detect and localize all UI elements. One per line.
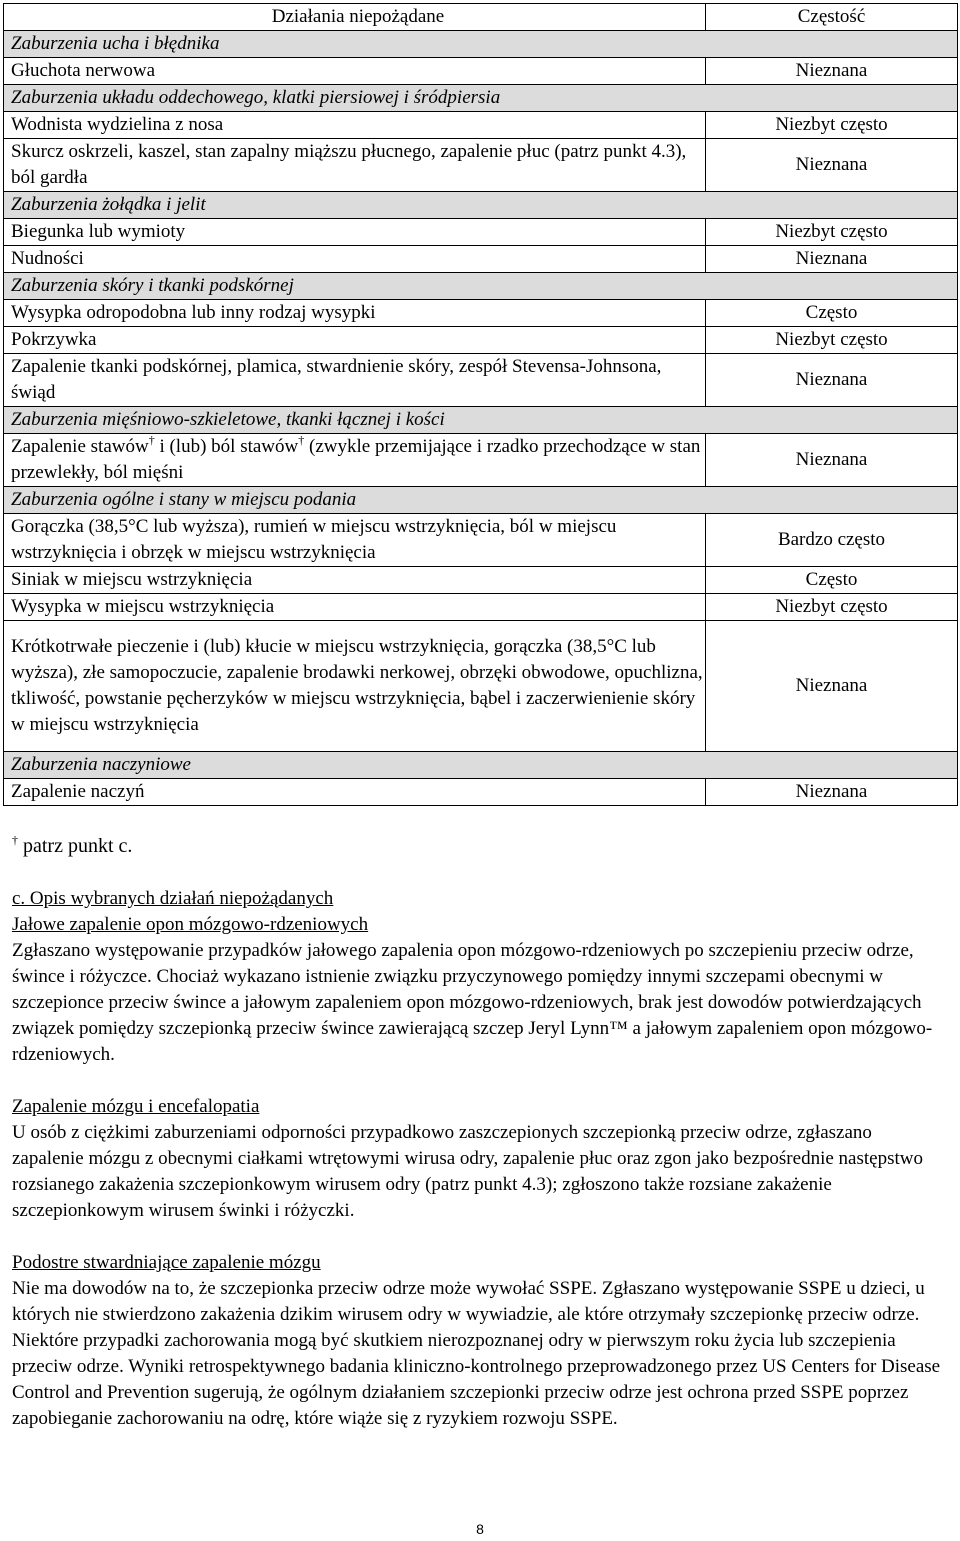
footnote [12,833,132,859]
category-row [4,407,958,434]
effect-cell: Gorączka (38,5°C lub wyższa), rumień w miejscu wstrzyknięcia, ból w miejscu wstrzyknięcia i obrzęk w miejscu wstrzyknięcia [4,514,706,567]
frequency-cell: Niezbyt często [706,594,958,621]
frequency-cell: Nieznana [706,779,958,806]
subsection-body: Zgłaszano występowanie przypadków jałowego zapalenia opon mózgowo-rdzeniowych po szczepieniu przeciw odrze, śwince i różyczce. Chociaż wykazano istnienie związku przyczynowego pomiędzy innymi szczepami obecnymi w szczepionce przeciw śwince a jałowym zapaleniem opon mózgowo-rdzeniowych, brak jest dowodów potwierdzających związek pomiędzy szczepionką przeciw śwince zawierającą szczep Jeryl Lynn™ a jałowym zapaleniem opon mózgowo-rdzeniowych. [12,940,933,1065]
dagger-mark: † [298,433,305,447]
effect-text-part: i (lub) ból stawów [154,436,299,457]
frequency-cell: Niezbyt często [706,112,958,139]
subsection-title: Jałowe zapalenie opon mózgowo-rdzeniowych [12,914,369,935]
category-label: Zaburzenia ogólne i stany w miejscu podania [4,487,958,514]
table-row [4,58,958,85]
effect-cell: Zapalenie tkanki podskórnej, plamica, stwardnienie skóry, zespół Stevensa-Johnsona, świąd [4,354,706,407]
table-row [4,139,958,192]
dagger-mark: † [148,433,155,447]
effect-cell: Wysypka odropodobna lub inny rodzaj wysypki [4,300,706,327]
category-row [4,192,958,219]
subsection-body: U osób z ciężkimi zaburzeniami odporności przypadkowo zaszczepionych szczepionką przeciw odrze, zgłaszano zapalenie mózgu z obecnymi ciałkami wtrętowymi wirusa odry, zapalenie płuc oraz zgon jako bezpośrednie następstwo rozsianego zakażenia szczepionkowym wirusem odry (patrz punkt 4.3); zgłoszono także rozsiane zakażenie szczepionkowym wirusem świnki i różyczki. [12,1122,923,1221]
category-label: Zaburzenia naczyniowe [4,752,958,779]
table-row [4,567,958,594]
category-label: Zaburzenia układu oddechowego, klatki piersiowej i śródpiersia [4,85,958,112]
table-row [4,327,958,354]
category-row [4,752,958,779]
frequency-cell: Nieznana [706,621,958,752]
subsection-title: Podostre stwardniające zapalenie mózgu [12,1252,321,1273]
section-heading: c. Opis wybranych działań niepożądanych [12,888,334,909]
effect-cell: Zapalenie naczyń [4,779,706,806]
category-row [4,487,958,514]
category-label: Zaburzenia ucha i błędnika [4,31,958,58]
effect-cell: Głuchota nerwowa [4,58,706,85]
subsection-body: Nie ma dowodów na to, że szczepionka przeciw odrze może wywołać SSPE. Zgłaszano występowanie SSPE u dzieci, u których nie stwierdzono zakażenia dzikim wirusem odry w wywiadzie, ale które otrzymały szczepionkę przeciw odrze. Niektóre przypadki zachorowania mogą być skutkiem nierozpoznanej odry w pierwszym roku życia lub szczepienia przeciw odrze. Wyniki retrospektywnego badania kliniczno-kontrolnego przeprowadzonego przez US Centers for Disease Control and Prevention sugerują, że ogólnym działaniem szczepionki przeciw odrze jest ochrona przed SSPE poprzez zapobieganie zachorowaniu na odrę, które wiąże się z ryzykiem rozwoju SSPE. [12,1278,941,1429]
table-header-row [4,4,958,31]
frequency-cell: Nieznana [706,58,958,85]
header-effects: Działania niepożądane [4,4,706,31]
table-row [4,621,958,752]
effect-cell: Wodnista wydzielina z nosa [4,112,706,139]
frequency-cell: Często [706,567,958,594]
effect-text-part: (zwykle przemijające i rzadko przechodzące w stan przewlekły, ból mięśni [11,436,701,483]
footnote-text: patrz punkt c. [18,835,133,857]
category-row [4,273,958,300]
frequency-cell: Nieznana [706,246,958,273]
spacer [12,1224,947,1250]
effect-cell: Pokrzywka [4,327,706,354]
frequency-cell: Niezbyt często [706,219,958,246]
frequency-cell: Nieznana [706,434,958,487]
effect-cell: Biegunka lub wymioty [4,219,706,246]
effect-cell: Siniak w miejscu wstrzyknięcia [4,567,706,594]
frequency-cell: Bardzo często [706,514,958,567]
category-row [4,85,958,112]
table-row [4,594,958,621]
table-row [4,112,958,139]
effect-cell [4,434,706,487]
table-row [4,514,958,567]
table-row [4,219,958,246]
subsection-title: Zapalenie mózgu i encefalopatia [12,1096,260,1117]
category-label: Zaburzenia żołądka i jelit [4,192,958,219]
description-section [12,886,947,1432]
footnote-dagger: † [12,833,18,847]
effect-text-part: Zapalenie stawów [11,436,149,457]
table-row [4,434,958,487]
frequency-cell: Często [706,300,958,327]
table-row [4,300,958,327]
page-number: 8 [476,1521,484,1537]
category-label: Zaburzenia mięśniowo-szkieletowe, tkanki łącznej i kości [4,407,958,434]
frequency-cell: Nieznana [706,354,958,407]
adverse-effects-table [3,3,958,806]
category-label: Zaburzenia skóry i tkanki podskórnej [4,273,958,300]
effect-cell: Skurcz oskrzeli, kaszel, stan zapalny miąższu płucnego, zapalenie płuc (patrz punkt 4.3), ból gardła [4,139,706,192]
table-row [4,246,958,273]
effect-cell: Krótkotrwałe pieczenie i (lub) kłucie w miejscu wstrzyknięcia, gorączka (38,5°C lub wyższa), złe samopoczucie, zapalenie brodawki nerkowej, obrzęki obwodowe, opuchlizna, tkliwość, powstanie pęcherzyków w miejscu wstrzyknięcia, bąbel i zaczerwienienie skóry w miejscu wstrzyknięcia [4,621,706,752]
frequency-cell: Niezbyt często [706,327,958,354]
table-row [4,354,958,407]
frequency-cell: Nieznana [706,139,958,192]
effect-cell: Nudności [4,246,706,273]
category-row [4,31,958,58]
header-frequency: Częstość [706,4,958,31]
spacer [12,1068,947,1094]
table-row [4,779,958,806]
effect-cell: Wysypka w miejscu wstrzyknięcia [4,594,706,621]
